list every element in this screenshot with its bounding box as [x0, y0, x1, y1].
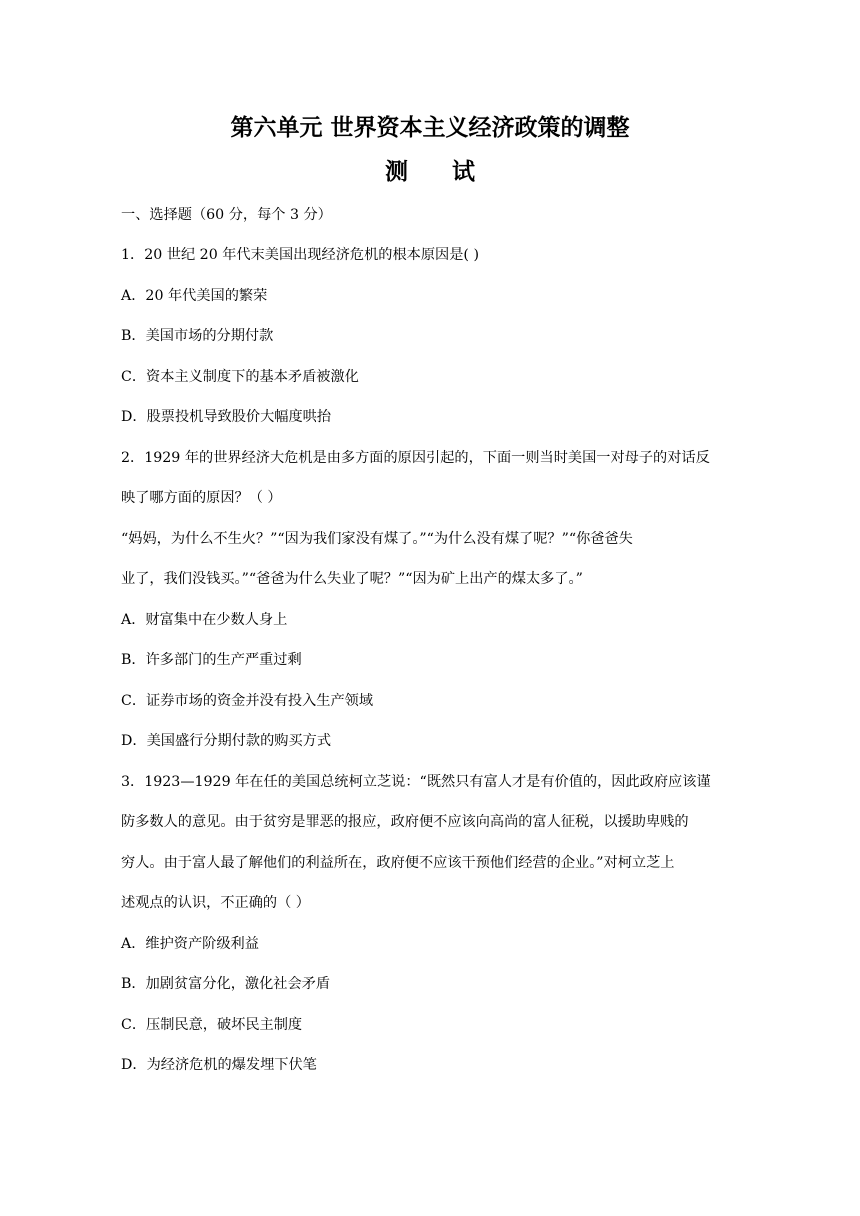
- question-1-option-d: D．股票投机导致股价大幅度哄抬: [121, 409, 332, 425]
- question-2-stem-line-2: 映了哪方面的原因？（ ）: [121, 490, 282, 506]
- question-3-option-d: D．为经济危机的爆发埋下伏笔: [121, 1057, 317, 1073]
- question-3-option-b: B．加剧贫富分化，激化社会矛盾: [121, 976, 331, 992]
- question-2-quote-line-1: “妈妈，为什么不生火？”“因为我们家没有煤了。”“为什么没有煤了呢？”“你爸爸失: [121, 531, 633, 547]
- section-heading: 一、选择题（60 分，每个 3 分）: [121, 207, 332, 223]
- question-3-option-a: A．维护资产阶级利益: [121, 936, 259, 952]
- question-2-option-b: B．许多部门的生产严重过剩: [121, 652, 302, 668]
- question-3-stem-line-4: 述观点的认识，不正确的（ ）: [121, 895, 310, 911]
- question-2-option-d: D．美国盛行分期付款的购买方式: [121, 733, 332, 749]
- page-title: 第六单元 世界资本主义经济政策的调整: [230, 114, 630, 141]
- question-2-option-c: C．证券市场的资金并没有投入生产领域: [121, 693, 374, 709]
- question-3-stem-line-1: 3．1923—1929 年在任的美国总统柯立芝说：“既然只有富人才是有价值的，因此政府应该谨: [121, 774, 711, 790]
- question-3-stem-line-2: 防多数人的意见。由于贫穷是罪恶的报应，政府便不应该向高尚的富人征税，以援助卑贱的: [121, 814, 689, 830]
- page-subtitle: 测 试: [384, 158, 493, 185]
- question-2-option-a: A．财富集中在少数人身上: [121, 612, 288, 628]
- question-1-option-a: A．20 年代美国的繁荣: [121, 288, 268, 304]
- question-3-option-c: C．压制民意，破坏民主制度: [121, 1017, 303, 1033]
- question-1-option-b: B．美国市场的分期付款: [121, 328, 274, 344]
- question-2-stem-line-1: 2．1929 年的世界经济大危机是由多方面的原因引起的，下面一则当时美国一对母子的对话反: [121, 450, 710, 466]
- question-1-option-c: C．资本主义制度下的基本矛盾被激化: [121, 369, 359, 385]
- question-3-stem-line-3: 穷人。由于富人最了解他们的利益所在，政府便不应该干预他们经营的企业。”对柯立芝上: [121, 855, 675, 871]
- question-2-quote-line-2: 业了，我们没钱买。”“爸爸为什么失业了呢？”“因为矿上出产的煤太多了。”: [121, 571, 583, 587]
- question-1-stem: 1．20 世纪 20 年代末美国出现经济危机的根本原因是( ): [121, 247, 479, 263]
